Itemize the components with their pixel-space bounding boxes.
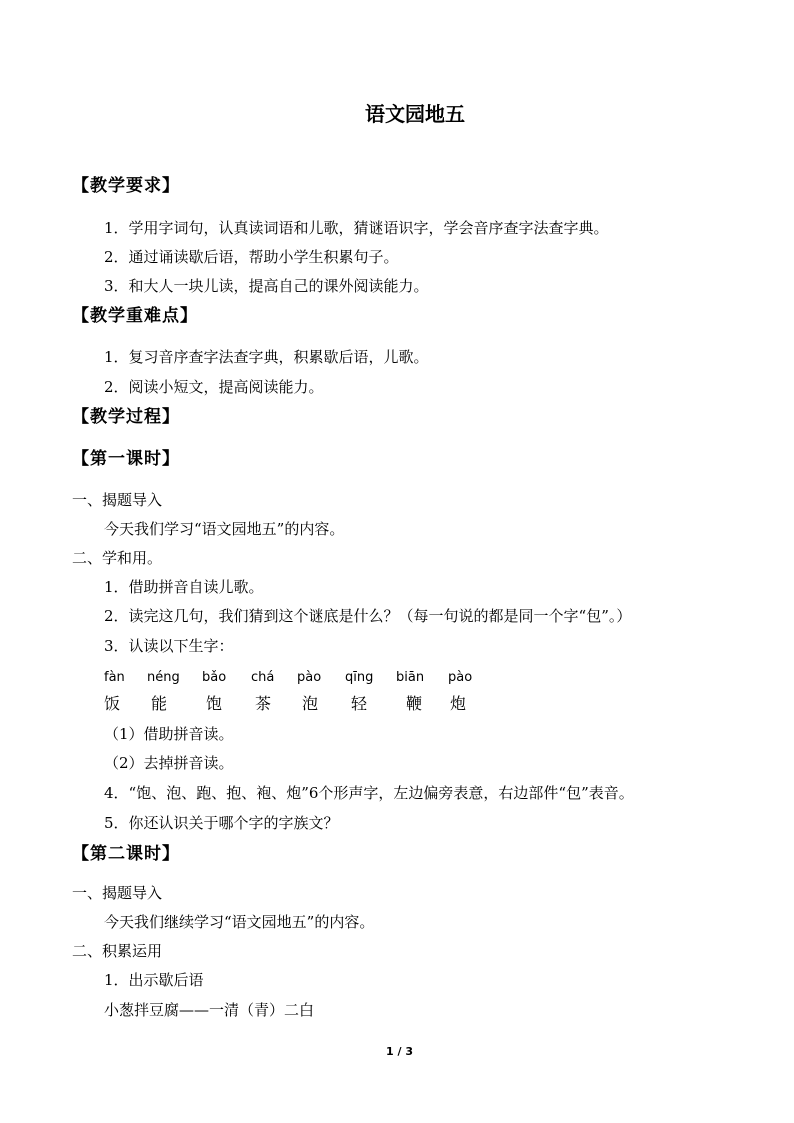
- lesson1-step2: 2．读完这几句，我们猜到这个谜底是什么？（每一句说的都是同一个字“包”。）: [104, 607, 632, 625]
- requirements-heading: 【教学要求】: [72, 176, 180, 196]
- character-label: 轻: [351, 694, 368, 713]
- lesson2-heading: 【第二课时】: [72, 844, 180, 864]
- lesson2-step1: 1．出示歇后语: [104, 971, 204, 989]
- character-label: 饱: [206, 694, 223, 713]
- character-label: 泡: [302, 694, 319, 713]
- lesson2-part1-text: 今天我们继续学习“语文园地五”的内容。: [104, 913, 375, 931]
- lesson2-example: 小葱拌豆腐——一清（青）二白: [104, 1001, 315, 1019]
- character-label: 鞭: [406, 694, 423, 713]
- page-number: 1 / 3: [386, 1045, 413, 1058]
- lesson1-part2-title: 二、学和用。: [72, 549, 163, 567]
- lesson2-part2-title: 二、积累运用: [72, 942, 163, 960]
- requirement-item: 2．通过诵读歇后语，帮助小学生积累句子。: [104, 248, 399, 266]
- lesson1-part1-title: 一、揭题导入: [72, 491, 163, 509]
- pinyin-label: pào: [448, 670, 473, 685]
- lesson1-part1-text: 今天我们学习“语文园地五”的内容。: [104, 520, 345, 538]
- requirement-item: 1．学用字词句，认真读词语和儿歌，猜谜语识字，学会音序查字法查字典。: [104, 219, 609, 237]
- lesson1-sub1: （1）借助拼音读。: [104, 725, 234, 743]
- keypoint-item: 1．复习音序查字法查字典，积累歇后语，儿歌。: [104, 348, 429, 366]
- pinyin-label: bǎo: [202, 670, 227, 685]
- pinyin-label: biān: [396, 670, 425, 685]
- pinyin-label: pào: [297, 670, 322, 685]
- pinyin-label: néng: [147, 670, 180, 685]
- lesson2-part1-title: 一、揭题导入: [72, 884, 163, 902]
- lesson1-step5: 5．你还认识关于哪个字的字族文？: [104, 814, 339, 832]
- process-heading: 【教学过程】: [72, 407, 180, 427]
- character-label: 饭: [104, 694, 121, 713]
- keypoints-heading: 【教学重难点】: [72, 306, 198, 326]
- pinyin-label: fàn: [104, 670, 125, 685]
- keypoint-item: 2．阅读小短文，提高阅读能力。: [104, 378, 324, 396]
- pinyin-label: chá: [251, 670, 275, 685]
- page-title: 语文园地五: [365, 102, 465, 126]
- requirement-item: 3．和大人一块儿读，提高自己的课外阅读能力。: [104, 277, 429, 295]
- lesson1-heading: 【第一课时】: [72, 449, 180, 469]
- character-label: 炮: [450, 694, 467, 713]
- lesson1-step4: 4．“饱、泡、跑、抱、袍、炮”6个形声字，左边偏旁表意，右边部件“包”表音。: [104, 784, 634, 802]
- lesson1-step3: 3．认读以下生字：: [104, 637, 234, 655]
- character-label: 茶: [255, 694, 272, 713]
- pinyin-label: qīng: [345, 670, 374, 685]
- lesson1-step1: 1．借助拼音自读儿歌。: [104, 578, 264, 596]
- lesson1-sub2: （2）去掉拼音读。: [104, 754, 234, 772]
- character-label: 能: [151, 694, 168, 713]
